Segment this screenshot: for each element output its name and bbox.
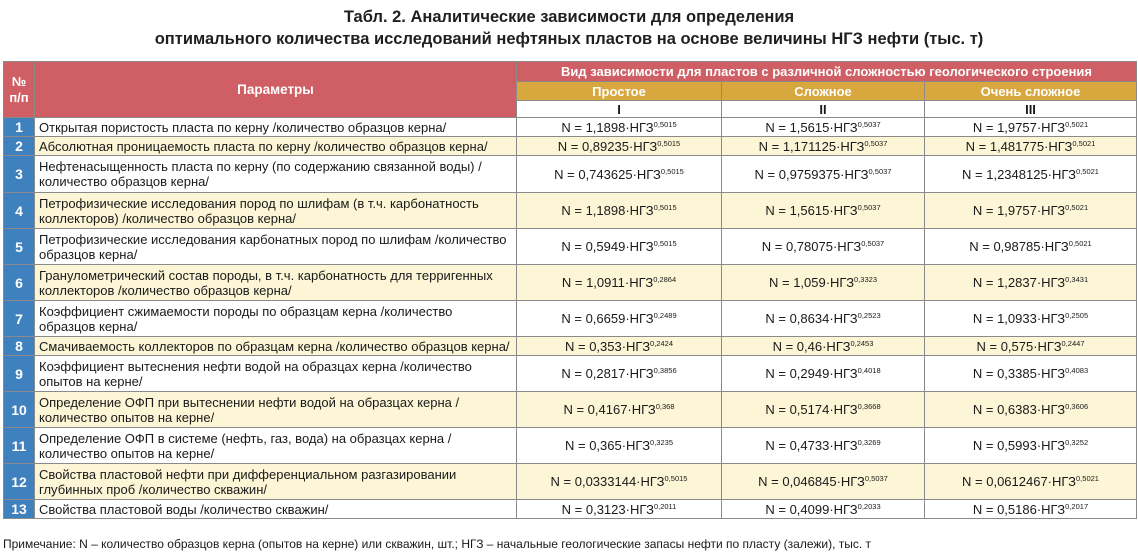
row-parameter: Абсолютная проницаемость пласта по керну /количество образцов керна/ xyxy=(35,137,517,156)
formula-base: N = 0,0612467·НГЗ xyxy=(962,474,1077,489)
header-complex: Сложное xyxy=(722,82,925,101)
formula-cell-3 xyxy=(925,428,1137,464)
header-number-line1: № xyxy=(11,73,27,89)
row-parameter: Нефтенасыщенность пласта по керну (по содержанию связанной воды) /количество образцов керна/ xyxy=(35,156,517,193)
formula-exponent: 0,5021 xyxy=(1065,119,1089,129)
formula-base: N = 0,9759375·НГЗ xyxy=(754,166,869,182)
table-row xyxy=(4,137,1137,156)
formula-base: N = 0,4733·НГЗ xyxy=(765,438,858,453)
formula-exponent: 0,2424 xyxy=(650,338,673,348)
formula-exponent: 0,2011 xyxy=(653,501,677,511)
formula-cell-3 xyxy=(925,265,1137,301)
row-number: 3 xyxy=(4,156,35,193)
formula-cell-1 xyxy=(517,301,722,337)
formula-exponent: 0,5037 xyxy=(857,203,881,212)
formula-exponent: 0,3606 xyxy=(1065,402,1089,411)
formula-base: N = 1,9757·НГЗ xyxy=(972,119,1066,135)
table-row xyxy=(4,301,1137,337)
formula-cell-3 xyxy=(925,392,1137,428)
formula-base: N = 0,743625·НГЗ xyxy=(554,166,661,182)
formula-exponent: 0,5015 xyxy=(660,166,684,176)
table-row xyxy=(4,356,1137,392)
formula-cell-1 xyxy=(517,137,722,156)
formula-base: N = 0,6659·НГЗ xyxy=(561,311,654,326)
header-params: Параметры xyxy=(35,62,517,118)
row-number: 5 xyxy=(4,229,35,265)
formula-exponent: 0,5037 xyxy=(861,239,885,248)
formula-exponent: 0,5037 xyxy=(864,474,888,483)
formula-base: N = 0,5186·НГЗ xyxy=(972,501,1066,517)
header-very-complex: Очень сложное xyxy=(925,82,1137,101)
formula-exponent: 0,4018 xyxy=(857,366,881,375)
row-number: 13 xyxy=(4,500,35,519)
header-roman-3: III xyxy=(925,101,1137,118)
formula-cell-2 xyxy=(722,137,925,156)
formula-exponent: 0,5021 xyxy=(1076,474,1099,483)
header-number-line2: п/п xyxy=(9,89,29,105)
row-number: 7 xyxy=(4,301,35,337)
formula-base: N = 0,89235·НГЗ xyxy=(557,138,658,154)
formula-exponent: 0,2017 xyxy=(1065,501,1089,511)
formula-base: N = 1,9757·НГЗ xyxy=(972,203,1066,218)
footnote: Примечание: N – количество образцов керна (опытов на керне) или скважин, шт.; НГЗ – начальные геологические запасы нефти по пласту (залежи), тыс. т xyxy=(3,537,872,551)
formula-base: N = 0,046845·НГЗ xyxy=(758,474,865,489)
formula-cell-3 xyxy=(925,156,1137,193)
formula-base: N = 0,2817·НГЗ xyxy=(561,366,654,381)
row-parameter: Гранулометрический состав породы, в т.ч. карбонатность для терригенных коллекторов /количество образцов керна/ xyxy=(35,265,517,301)
formula-cell-1 xyxy=(517,337,722,356)
formula-base: N = 0,8634·НГЗ xyxy=(765,311,858,326)
formula-exponent: 0,3431 xyxy=(1065,275,1089,284)
formula-base: N = 0,78075·НГЗ xyxy=(761,239,862,254)
formula-base: N = 0,46·НГЗ xyxy=(772,338,851,354)
formula-cell-3 xyxy=(925,301,1137,337)
row-parameter: Петрофизические исследования пород по шлифам (в т.ч. карбонатность коллекторов) /количество образцов керна/ xyxy=(35,193,517,229)
formula-cell-3 xyxy=(925,464,1137,500)
formula-exponent: 0,5021 xyxy=(1072,138,1096,148)
formula-exponent: 0,5037 xyxy=(857,119,881,129)
formula-base: N = 0,6383·НГЗ xyxy=(972,402,1066,417)
formula-base: N = 0,353·НГЗ xyxy=(564,338,651,354)
row-number: 8 xyxy=(4,337,35,356)
formula-cell-2 xyxy=(722,464,925,500)
formula-base: N = 1,0911·НГЗ xyxy=(561,275,654,290)
title-line-2: оптимального количества исследований нефтяных пластов на основе величины НГЗ нефти (тыс. т) xyxy=(154,30,984,48)
table-row xyxy=(4,265,1137,301)
formula-cell-2 xyxy=(722,337,925,356)
formula-cell-3 xyxy=(925,356,1137,392)
formula-cell-2 xyxy=(722,500,925,519)
formula-base: N = 0,98785·НГЗ xyxy=(969,239,1069,254)
row-number: 12 xyxy=(4,464,35,500)
row-number: 10 xyxy=(4,392,35,428)
row-parameter: Свойства пластовой нефти при дифференциальном разгазировании глубинных проб /количество скважин/ xyxy=(35,464,517,500)
formula-exponent: 0,2447 xyxy=(1061,338,1085,348)
formula-exponent: 0,2453 xyxy=(850,338,874,348)
table-row xyxy=(4,229,1137,265)
formula-cell-1 xyxy=(517,392,722,428)
row-parameter: Определение ОФП в системе (нефть, газ, вода) на образцах керна /количество опытов на керне/ xyxy=(35,428,517,464)
formula-base: N = 0,5949·НГЗ xyxy=(561,239,654,254)
formula-exponent: 0,2523 xyxy=(857,311,881,320)
header-simple: Простое xyxy=(517,82,722,101)
formula-cell-2 xyxy=(722,265,925,301)
formula-cell-1 xyxy=(517,229,722,265)
formula-exponent: 0,5037 xyxy=(868,166,892,176)
table-row xyxy=(4,500,1137,519)
formula-base: N = 0,4099·НГЗ xyxy=(765,501,858,517)
formula-cell-2 xyxy=(722,301,925,337)
formula-cell-2 xyxy=(722,428,925,464)
formula-cell-1 xyxy=(517,193,722,229)
header-roman-2: II xyxy=(722,101,925,118)
formula-cell-3 xyxy=(925,337,1137,356)
formula-base: N = 0,5174·НГЗ xyxy=(765,402,858,417)
table-row xyxy=(4,156,1137,193)
formula-cell-1 xyxy=(517,118,722,137)
header-dependency-group: Вид зависимости для пластов с различной сложностью геологического строения xyxy=(517,62,1137,82)
formula-base: N = 1,481775·НГЗ xyxy=(965,138,1073,154)
table-row xyxy=(4,118,1137,137)
formula-cell-3 xyxy=(925,500,1137,519)
row-parameter: Коэффициент сжимаемости породы по образцам керна /количество образцов керна/ xyxy=(35,301,517,337)
table-row xyxy=(4,428,1137,464)
formula-cell-2 xyxy=(722,392,925,428)
formula-cell-1 xyxy=(517,156,722,193)
header-number xyxy=(4,62,35,118)
formula-exponent: 0,3668 xyxy=(857,402,881,411)
formula-exponent: 0,5015 xyxy=(653,239,677,248)
formula-cell-1 xyxy=(517,428,722,464)
formula-exponent: 0,3269 xyxy=(857,438,881,447)
formula-cell-3 xyxy=(925,193,1137,229)
row-parameter: Смачиваемость коллекторов по образцам керна /количество образцов керна/ xyxy=(35,337,517,356)
formula-exponent: 0,5037 xyxy=(864,138,888,148)
formula-cell-3 xyxy=(925,137,1137,156)
row-number: 1 xyxy=(4,118,35,137)
formula-base: N = 1,059·НГЗ xyxy=(768,275,855,290)
formula-base: N = 0,365·НГЗ xyxy=(564,438,651,453)
formula-exponent: 0,3856 xyxy=(653,366,677,375)
row-parameter: Открытая пористость пласта по керну /количество образцов керна/ xyxy=(35,118,517,137)
formula-base: N = 1,2348125·НГЗ xyxy=(962,166,1077,182)
formula-cell-2 xyxy=(722,356,925,392)
row-number: 11 xyxy=(4,428,35,464)
title-line-1: Табл. 2. Аналитические зависимости для определения xyxy=(343,8,795,26)
formula-base: N = 0,3385·НГЗ xyxy=(972,366,1066,381)
formula-exponent: 0,5021 xyxy=(1068,239,1092,248)
formula-base: N = 0,4167·НГЗ xyxy=(563,402,656,417)
row-number: 9 xyxy=(4,356,35,392)
formula-cell-1 xyxy=(517,265,722,301)
formula-base: N = 0,575·НГЗ xyxy=(976,338,1062,354)
formula-exponent: 0,2505 xyxy=(1065,311,1089,320)
formula-cell-2 xyxy=(722,193,925,229)
formula-base: N = 0,2949·НГЗ xyxy=(765,366,858,381)
row-parameter: Петрофизические исследования карбонатных пород по шлифам /количество образцов керна/ xyxy=(35,229,517,265)
row-number: 4 xyxy=(4,193,35,229)
formula-exponent: 0,5021 xyxy=(1076,166,1099,176)
formula-base: N = 1,1898·НГЗ xyxy=(561,119,654,135)
formula-exponent: 0,3323 xyxy=(854,275,877,284)
table-row xyxy=(4,337,1137,356)
formula-cell-3 xyxy=(925,118,1137,137)
formula-cell-1 xyxy=(517,356,722,392)
formula-base: N = 1,2837·НГЗ xyxy=(972,275,1066,290)
formula-cell-1 xyxy=(517,464,722,500)
formula-exponent: 0,5015 xyxy=(653,203,677,212)
formula-cell-1 xyxy=(517,500,722,519)
formula-base: N = 1,171125·НГЗ xyxy=(758,138,865,154)
table-title xyxy=(0,6,1138,50)
formula-exponent: 0,2864 xyxy=(653,275,677,284)
formula-base: N = 1,0933·НГЗ xyxy=(972,311,1066,326)
formula-exponent: 0,3235 xyxy=(650,438,673,447)
formula-cell-2 xyxy=(722,118,925,137)
formula-exponent: 0,2033 xyxy=(857,501,881,511)
table-row xyxy=(4,464,1137,500)
formula-exponent: 0,3252 xyxy=(1065,438,1089,447)
formula-base: N = 1,5615·НГЗ xyxy=(765,119,858,135)
table-row xyxy=(4,193,1137,229)
formula-cell-3 xyxy=(925,229,1137,265)
formula-cell-2 xyxy=(722,229,925,265)
row-number: 2 xyxy=(4,137,35,156)
header-roman-1: I xyxy=(517,101,722,118)
formula-exponent: 0,368 xyxy=(655,402,675,411)
formula-exponent: 0,5021 xyxy=(1065,203,1089,212)
table-row xyxy=(4,392,1137,428)
row-parameter: Коэффициент вытеснения нефти водой на образцах керна /количество опытов на керне/ xyxy=(35,356,517,392)
table-body xyxy=(4,118,1137,519)
formula-exponent: 0,5015 xyxy=(664,474,688,483)
formula-exponent: 0,5015 xyxy=(653,119,677,129)
formula-exponent: 0,2489 xyxy=(653,311,677,320)
formula-cell-2 xyxy=(722,156,925,193)
formula-base: N = 1,1898·НГЗ xyxy=(561,203,654,218)
row-parameter: Свойства пластовой воды /количество скважин/ xyxy=(35,500,517,519)
formula-base: N = 1,5615·НГЗ xyxy=(765,203,858,218)
row-number: 6 xyxy=(4,265,35,301)
data-table xyxy=(3,61,1137,519)
row-parameter: Определение ОФП при вытеснении нефти водой на образцах керна /количество опытов на керне/ xyxy=(35,392,517,428)
formula-base: N = 0,5993·НГЗ xyxy=(972,438,1066,453)
formula-exponent: 0,5015 xyxy=(657,138,681,148)
formula-base: N = 0,3123·НГЗ xyxy=(561,501,654,517)
formula-base: N = 0,0333144·НГЗ xyxy=(550,474,665,489)
formula-exponent: 0,4083 xyxy=(1065,366,1089,375)
